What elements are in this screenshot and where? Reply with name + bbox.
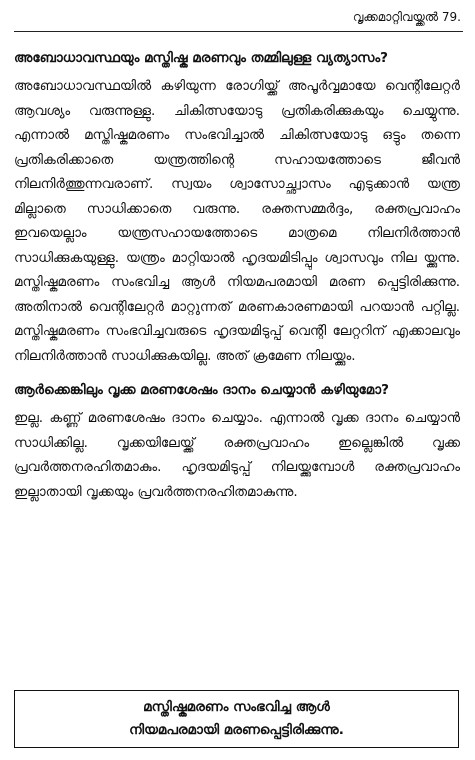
section-heading: ആർക്കെങ്കിലും വൃക്ക മരണശേഷം ദാനം ചെയ്യാൻ കഴിയുമോ? bbox=[14, 382, 389, 398]
section-heading: അബോധാവസ്ഥയും മസ്തിഷ്ക മരണവും തമ്മിലുള്ള വ്യത്യാസം? bbox=[14, 50, 388, 66]
section-paragraph: അബോധാവസ്ഥയിൽ കഴിയുന്ന രോഗിയ്ക്ക് അപൂർവ്വമായേ വെന്റിലേറ്റർ ആവശ്യം വരുന്നുള്ളു. ചികിത്സയോടു പ്രതികരിക്കുകയും ചെയ്യുന്നു. എന്നാൽ മസ്തിഷ്കമരണം സംഭവിച്ചാൽ ചികിത്സയോടു ഒട്ടും തന്നെ പ്രതികരിക്കാതെ യന്ത്രത്തിന്റെ സഹായത്തോടെ ജീവൻ നിലനിർത്തുന്നവരാണ്. സ്വയം ശ്വാസോച്ഛ്വാസം എടുക്കാൻ യന്ത്ര മില്ലാതെ സാധിക്കാതെ വരുന്നു. രക്തസമ്മർദ്ദം, രക്തപ്രവാഹം ഇവയെല്ലാം യന്ത്രസഹായത്തോടെ മാത്രമെ നിലനിർത്താൻ സാധിക്കുകയുള്ളു. യന്ത്രം മാറ്റിയാൽ ഹൃദയമിടിപ്പും ശ്വാസവും നില യ്ക്കുന്നു. മസ്തിഷ്കമരണം സംഭവിച്ച ആൾ നിയമപരമായി മരണ പ്പെട്ടിരിക്കുന്നു. അതിനാൽ വെന്റിലേറ്റർ മാറ്റുന്നത് മരണകാരണമായി പറയാൻ പറ്റില്ല. മസ്തിഷ്കമരണം സംഭവിച്ചവരുടെ ഹൃദയമിടുപ്പ് വെന്റി ലേറ്ററിന് എക്കാലവും നിലനിർത്താൻ സാധിക്കുകയില്ല. അത് ക്രമേണ നിലയ്ക്കും. bbox=[14, 78, 460, 364]
callout-line-2: നിയമപരമായി മരണപ്പെട്ടിരിക്കുന്നു. bbox=[129, 722, 344, 738]
callout-box bbox=[14, 690, 459, 748]
header-rule bbox=[14, 31, 463, 32]
section-kidney-donation-after-death bbox=[14, 378, 460, 504]
callout-line-1: മസ്തിഷ്കമരണം സംഭവിച്ച ആൾ bbox=[143, 699, 330, 715]
section-paragraph: ഇല്ല. കണ്ണ് മരണശേഷം ദാനം ചെയ്യാം. എന്നാൽ വൃക്ക ദാനം ചെയ്യാൻ സാധിക്കില്ല. വൃക്കയിലേയ്ക്ക് രക്തപ്രവാഹം ഇല്ലെങ്കിൽ വൃക്ക പ്രവർത്തനരഹിതമാകും. ഹൃദയമിടുപ്പ് നിലയ്ക്കുമ്പോൾ രക്തപ്രവാഹം ഇല്ലാതായി വൃക്കയും പ്രവർത്തനരഹിതമാകുന്നു. bbox=[14, 410, 460, 500]
page-content bbox=[14, 46, 460, 514]
section-coma-vs-brain-death bbox=[14, 46, 460, 368]
running-header: വൃക്കമാറ്റിവയ്ക്കൽ 79. bbox=[352, 10, 461, 24]
